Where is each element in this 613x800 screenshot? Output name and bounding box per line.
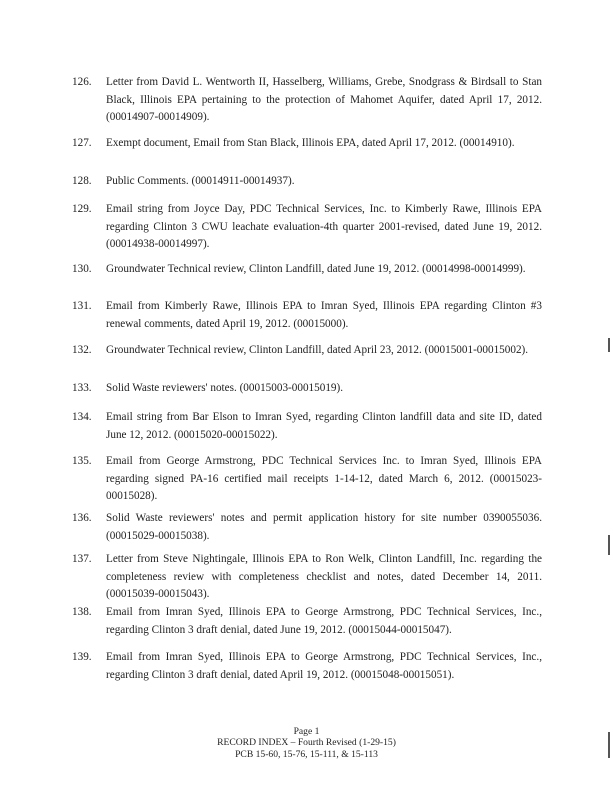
scan-edge-mark: [608, 732, 610, 758]
entry-number: 135.: [72, 455, 92, 467]
entry-number: 127.: [72, 137, 92, 149]
scan-edge-mark: [608, 338, 610, 352]
entry-number: 129.: [72, 203, 92, 215]
entry-text: Email string from Bar Elson to Imran Syed, regarding Clinton landfill data and site ID, dated June 12, 2012. (00015020-00015022).: [106, 411, 542, 441]
entry-number: 139.: [72, 651, 92, 663]
entry-number: 126.: [72, 76, 92, 88]
entry-number: 134.: [72, 411, 92, 423]
entry-text: Solid Waste reviewers' notes and permit application history for site number 0390055036. (00015029-00015038).: [106, 512, 542, 542]
page-number: Page 1: [293, 726, 320, 737]
entry-number: 138.: [72, 606, 92, 618]
entry-text: Letter from Steve Nightingale, Illinois EPA to Ron Welk, Clinton Landfill, Inc. regarding the completeness review with completeness checklist and notes, dated December 14, 2011. (00015039-00015043).: [106, 553, 542, 600]
entry-text: Public Comments. (00014911-00014937).: [106, 175, 295, 187]
entry-text: Letter from David L. Wentworth II, Hasselberg, Williams, Grebe, Snodgrass & Birdsall to Stan Black, Illinois EPA pertaining to the protection of Mahomet Aquifer, dated April 17, 2012. (00014907-00014909).: [106, 76, 542, 123]
entry-text: Solid Waste reviewers' notes. (00015003-00015019).: [106, 382, 344, 394]
entry-text: Groundwater Technical review, Clinton Landfill, dated June 19, 2012. (00014998-00014999).: [106, 263, 526, 275]
entry-text: Email from Imran Syed, Illinois EPA to George Armstrong, PDC Technical Services, Inc., regarding Clinton 3 draft denial, dated June 19, 2012. (00015044-00015047).: [106, 606, 542, 636]
entry-number: 136.: [72, 512, 92, 524]
entry-number: 130.: [72, 263, 92, 275]
entry-text: Email string from Joyce Day, PDC Technical Services, Inc. to Kimberly Rawe, Illinois EPA regarding Clinton 3 CWU leachate evaluation-4th quarter 2001-revised, dated June 19, 2012. (00014938-00014997).: [106, 203, 542, 250]
page-footer: [0, 726, 613, 760]
entry-number: 132.: [72, 344, 92, 356]
footer-title: RECORD INDEX – Fourth Revised (1-29-15): [217, 737, 396, 749]
scan-edge-mark: [608, 535, 610, 555]
entry-text: Exempt document, Email from Stan Black, Illinois EPA, dated April 17, 2012. (00014910).: [106, 137, 515, 149]
entry-text: Email from George Armstrong, PDC Technical Services Inc. to Imran Syed, Illinois EPA regarding signed PA-16 certified mail receipts 1-14-12, dated March 6, 2012. (00015023-00015028).: [106, 455, 542, 502]
entry-number: 133.: [72, 382, 92, 394]
entry-text: Email from Kimberly Rawe, Illinois EPA to Imran Syed, Illinois EPA regarding Clinton #3 renewal comments, dated April 19, 2012. (00015000).: [106, 300, 542, 330]
entry-text: Email from Imran Syed, Illinois EPA to George Armstrong, PDC Technical Services, Inc., regarding Clinton 3 draft denial, dated April 19, 2012. (00015048-00015051).: [106, 651, 542, 681]
entry-number: 128.: [72, 175, 92, 187]
entry-number: 131.: [72, 300, 92, 312]
entry-text: Groundwater Technical review, Clinton Landfill, dated April 23, 2012. (00015001-00015002).: [106, 344, 529, 356]
entry-number: 137.: [72, 553, 92, 565]
footer-case-numbers: PCB 15-60, 15-76, 15-111, & 15-113: [235, 748, 378, 760]
